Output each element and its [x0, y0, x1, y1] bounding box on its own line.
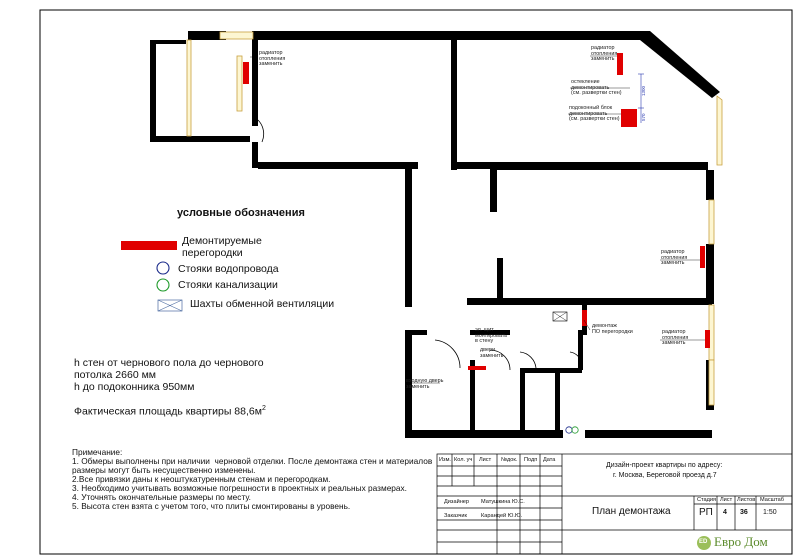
water-riser-icon [566, 427, 572, 433]
annotation-radiator-1: радиатор отопления заменить [259, 50, 286, 68]
legend-demolish-label: Демонтируемые перегородки [182, 235, 262, 260]
tb-header-doc: №док. [501, 457, 518, 463]
annotation-dismantle: демонтаж ПО перегородки [592, 323, 633, 335]
tb-sheet: 4 [723, 509, 727, 516]
tb-designer-name: Матушкина Ю.С. [481, 499, 525, 505]
tb-designer-label: Дизайнер [444, 499, 470, 505]
tb-header-list: Лист [479, 457, 492, 463]
note-line-6: 5. Высота стен взята с учетом того, что плиты смонтированы в уровень. [72, 501, 351, 511]
annotation-radiator-3: радиатор отопления заменить [661, 249, 688, 267]
annotation-remove-glazing: остекление демонтировать (см. развертки стен) [571, 79, 622, 97]
height-line-3: h до подоконника 950мм [74, 381, 195, 393]
tb-project: Дизайн-проект квартиры по адресу: [606, 462, 723, 469]
tb-stage: РП [699, 507, 713, 518]
area-unit-sup: 2 [261, 405, 266, 412]
tb-sheet-title: План демонтажа [592, 506, 671, 517]
annotation-el-shaft: эл. щит монтировать в стену [475, 327, 508, 345]
area-value: Фактическая площадь квартиры 88,6м [74, 405, 262, 418]
legend-sewer-icon [157, 279, 169, 291]
legend-vent-label: Шахты обменной вентиляции [190, 298, 335, 310]
annotation-doors: двери заменить [480, 347, 504, 359]
note-line-2: размеры могут быть несущественно изменены. [72, 465, 256, 475]
height-line-1: h стен от чернового пола до чернового [74, 357, 264, 369]
logo-text: Евро Дом [714, 534, 768, 549]
note-line-1: 1. Обмеры выполнены при наличии черновой отделки. После демонтажа стен и материалов [72, 456, 433, 466]
dimension-1300: 1300 [641, 85, 646, 96]
note-line-3: 2.Все привязки даны к неоштукатуренным стенам и перегородкам. [72, 474, 331, 484]
tb-scale: 1:50 [763, 509, 777, 516]
legend-title: условные обозначения [177, 207, 305, 219]
tb-header-kol: Кол. уч [454, 457, 473, 463]
annotation-entry-door: входную дверь заменить [406, 378, 444, 390]
legend-water-icon [157, 262, 169, 274]
tb-header-date: Дата [543, 457, 556, 463]
annotation-radiator-2: радиатор отопления заменить [591, 45, 618, 63]
dimension-570: 570 [641, 113, 646, 121]
sewer-riser-icon [572, 427, 578, 433]
area-text [74, 405, 266, 418]
tb-address: г. Москва, Береговой проезд д.7 [613, 472, 717, 479]
legend-water-label: Стояки водопровода [178, 263, 279, 275]
logo-mark-text: ED [699, 539, 708, 545]
tb-header-sign: Подп [524, 457, 538, 463]
tb-col-sheet: Лист [720, 497, 733, 503]
tb-customer-name: Карандей Ю.Ю. [481, 513, 523, 519]
tb-col-sheets: Листов [737, 497, 756, 503]
height-line-2: потолка 2660 мм [74, 369, 157, 381]
tb-col-stage: Стадия [697, 497, 717, 503]
tb-col-scale: Масштаб [760, 497, 784, 503]
tb-sheets: 36 [740, 509, 748, 516]
demolished-partitions [243, 50, 710, 370]
note-line-5: 4. Уточнять окончательные размеры по месту. [72, 492, 251, 502]
legend-demolish-swatch [121, 241, 177, 250]
notes-title: Примечание: [72, 447, 123, 457]
tb-header-izm: Изм. [439, 457, 451, 463]
annotation-sill-block: подоконный блок демонтировать (см. развертки стен) [569, 105, 620, 123]
note-line-4: 3. Необходимо учитывать возможные погрешности в проектных и реальных размерах. [72, 483, 407, 493]
annotation-radiator-4: радиатор отопления заменить [662, 329, 689, 347]
tb-customer-label: Заказчик [444, 513, 467, 519]
legend-sewer-label: Стояки канализации [178, 279, 278, 291]
